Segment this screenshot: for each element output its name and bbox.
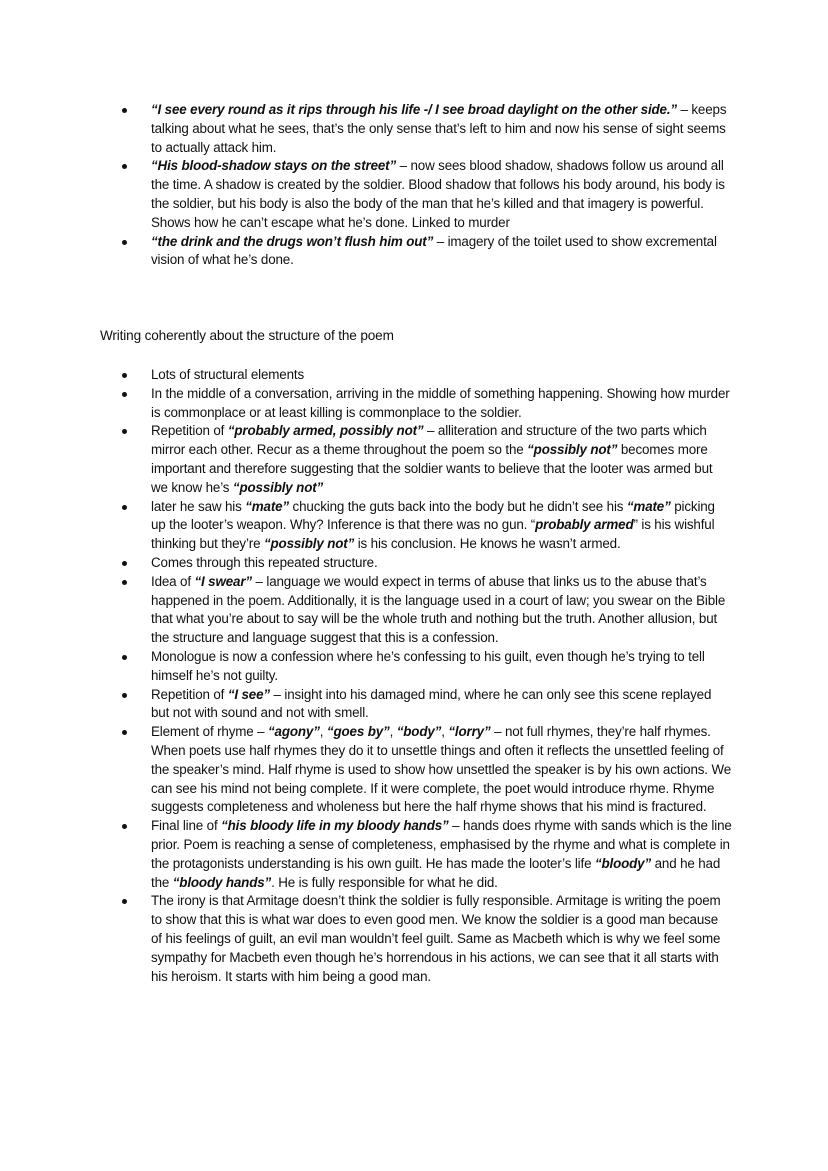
body-text: – insight into his damaged mind, where he can only see this scene replayed but not with sound and not with smell. (151, 686, 712, 721)
quote-text: “possibly not” (232, 479, 324, 495)
body-text: becomes more important and therefore suggesting that the soldier wants to believe that the looter was armed but we know he’s (151, 442, 713, 495)
quote-text: “possibly not” (263, 536, 355, 552)
quote-text: “lorry” (448, 724, 491, 740)
quote-text: “His blood-shadow stays on the street” (151, 158, 397, 174)
bullet-item (122, 101, 732, 157)
bullet-icon (122, 429, 127, 434)
body-text: The irony is that Armitage doesn’t think the soldier is fully responsible. Armitage is writing the poem to show that this is what war does to even good men. We know the soldier is a good man because of his feelings of guilt, an evil man wouldn’t feel guilt. Same as Macbeth which is why we feel some sympathy for Macbeth even though he’s horrendous in his actions, we can see that it all starts with his heroism. It starts with him being a good man. (151, 893, 721, 984)
bullet-icon (122, 373, 127, 378)
bullet-item (122, 723, 732, 817)
bullet-item (122, 573, 732, 648)
body-text: – not full rhymes, they’re half rhymes. When poets use half rhymes they do it to unsettle things and often it reflects the unsettled feeling of the speaker’s mind. Half rhyme is used to show how unsettled the speaker is by his own actions. We can see his mind not being complete. If it were complete, the poet would introduce rhyme. Rhyme suggests completeness and wholeness but here the half rhyme shows that his mind is fractured. (151, 724, 731, 815)
quote-text: “the drink and the drugs won’t flush him out” (151, 233, 434, 249)
bullet-icon (122, 505, 127, 510)
quote-text: “possibly not” (527, 442, 618, 458)
body-text: – now sees blood shadow, shadows follow us around all the time. A shadow is created by the soldier. Blood shadow that follows his body around, his body is the soldier, but his body is also the body of the man that he’s killed and that imagery is powerful. Shows how he can’t escape what he’s done. Linked to murder (151, 158, 725, 230)
quote-text: “goes by” (326, 724, 390, 740)
body-text: . He is fully responsible for what he did. (271, 874, 498, 890)
body-text: picking up the looter’s weapon. Why? Inference is that there was no gun. “ (151, 498, 715, 533)
body-text: – hands does rhyme with sands which is the line prior. Poem is reaching a sense of completeness, emphasised by the rhyme and what is complete in the protagonists understanding is his own guilt. He has made the looter’s life (151, 818, 732, 871)
quote-text: “mate” (626, 498, 671, 514)
body-text: Element of rhyme – (151, 724, 268, 740)
quote-text: “bloody hands” (172, 874, 272, 890)
bullet-item (122, 422, 732, 497)
quote-text: “mate” (245, 498, 289, 514)
body-text: Comes through this repeated structure. (151, 554, 378, 570)
bullet-icon (122, 164, 127, 169)
bullet-item (122, 892, 732, 986)
bullet-item (122, 366, 732, 385)
quote-text: “bloody” (594, 855, 652, 871)
body-text: and he had the (151, 855, 721, 890)
body-text: , (389, 724, 397, 740)
body-text: is his conclusion. He knows he wasn’t armed. (354, 536, 621, 552)
body-text: Idea of (151, 573, 195, 589)
bullet-item (122, 817, 732, 892)
bullet-icon (122, 899, 127, 904)
quote-text: “his bloody life in my bloody hands” (221, 818, 449, 834)
bullet-icon (122, 655, 127, 660)
body-text: later he saw his (151, 498, 246, 514)
bullet-item (122, 554, 732, 573)
bullet-icon (122, 240, 127, 245)
bullet-item (122, 498, 732, 554)
quote-text: probably armed (535, 517, 634, 533)
body-text: Final line of (151, 818, 222, 834)
body-text: Lots of structural elements (151, 367, 304, 382)
quote-text: “agony” (267, 724, 320, 740)
section-heading: Writing coherently about the structure of the poem (100, 328, 394, 343)
bullet-icon (122, 392, 127, 397)
quote-text: “probably armed, possibly not” (227, 423, 424, 439)
quote-analysis-list (122, 101, 732, 270)
body-text: In the middle of a conversation, arriving in the middle of something happening. Showing how murder is commonplace or at least killing is commonplace to the soldier. (151, 385, 730, 420)
quote-text: “I swear” (194, 573, 252, 589)
bullet-icon (122, 580, 127, 585)
body-text: – language we would expect in terms of abuse that links us to the abuse that’s happened in the poem. Additionally, it is the language used in a court of law; you swear on the Bible that what you’re about to say will be the whole truth and nothing but the truth. Another allusion, but the structure and language suggest that this is a confession. (151, 573, 726, 646)
bullet-item (122, 648, 732, 686)
quote-text: “body” (396, 724, 442, 740)
bullet-icon (122, 824, 127, 829)
bullet-icon (122, 693, 127, 698)
body-text: Repetition of (151, 686, 228, 702)
body-text: Repetition of (151, 423, 228, 439)
body-text: , (319, 724, 327, 740)
bullet-icon (122, 108, 127, 113)
quote-text: “I see every round as it rips through his life -/ I see broad daylight on the other side.” (151, 102, 677, 117)
bullet-icon (122, 561, 127, 566)
body-text: chucking the guts back into the body but he didn’t see his (288, 498, 627, 514)
body-text: – alliteration and structure of the two parts which mirror each other. Recur as a theme throughout the poem so the (151, 423, 707, 458)
bullet-icon (122, 730, 127, 735)
bullet-item (122, 157, 732, 232)
quote-text: “I see” (227, 686, 270, 702)
body-text: , (441, 724, 449, 740)
bullet-item (122, 233, 732, 271)
body-text: Monologue is now a confession where he’s confessing to his guilt, even though he’s trying to tell himself he’s not guilty. (151, 648, 705, 683)
body-text: – keeps talking about what he sees, that’s the only sense that’s left to him and now his sense of sight seems to actually attack him. (151, 102, 727, 155)
structure-analysis-list (122, 366, 732, 986)
body-text: ” is his wishful thinking but they’re (151, 517, 715, 552)
bullet-item (122, 686, 732, 724)
bullet-item (122, 385, 732, 423)
body-text: – imagery of the toilet used to show excremental vision of what he’s done. (151, 233, 717, 268)
